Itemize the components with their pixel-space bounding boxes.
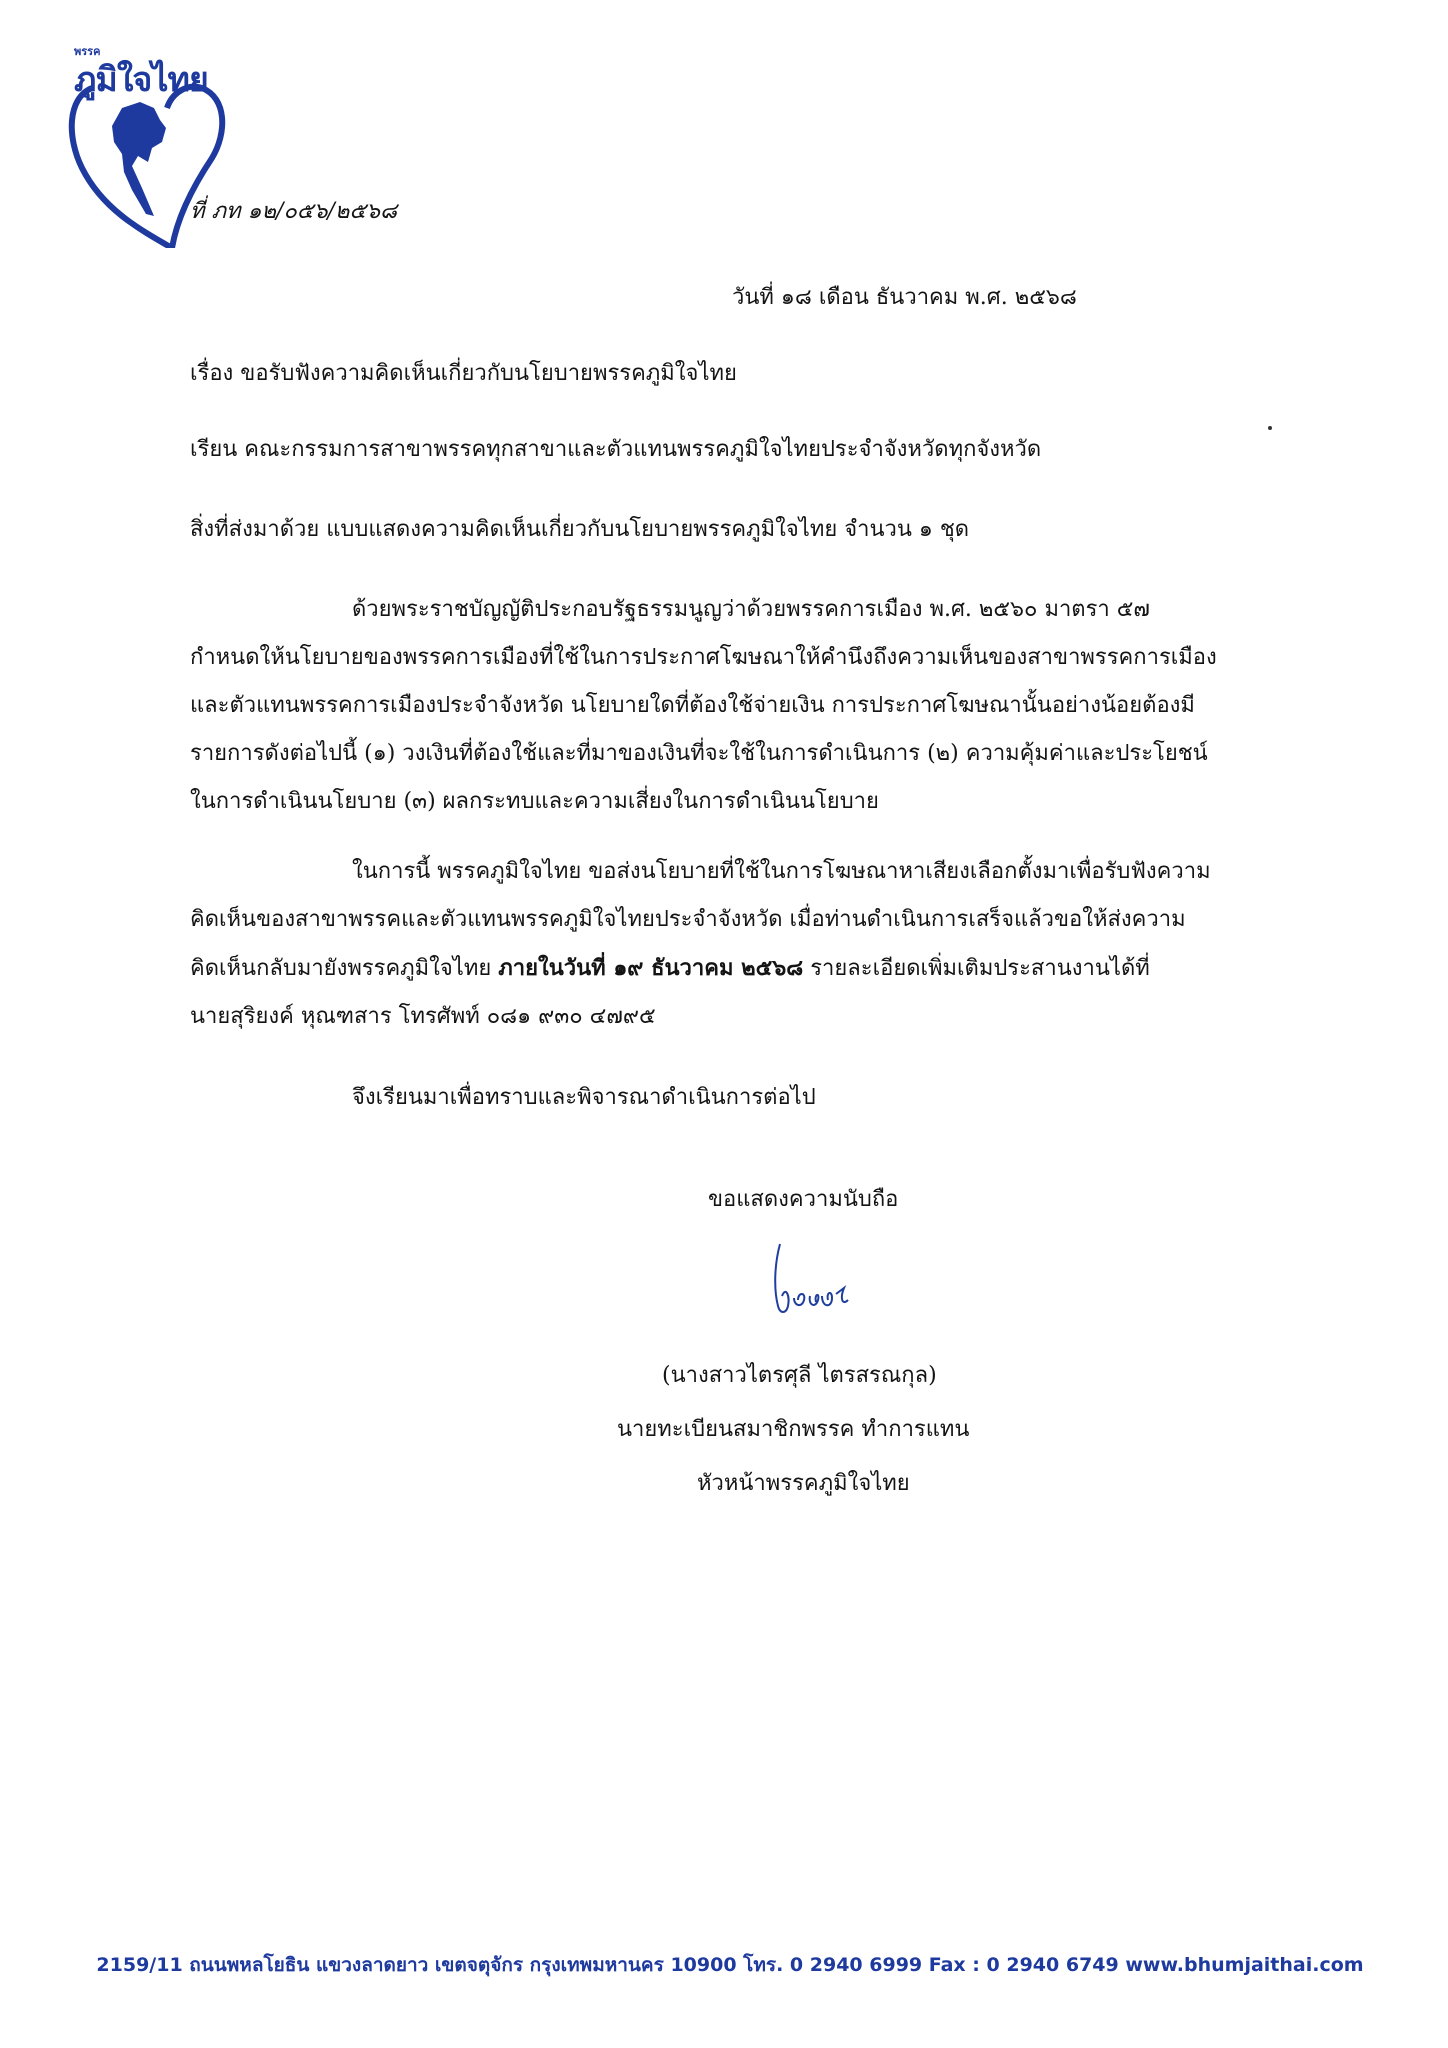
paragraph-line: และตัวแทนพรรคการเมืองประจำจังหวัด นโยบายใดที่ต้องใช้จ่ายเงิน การประกาศโฆษณานั้นอย่างน้อยต้องมี bbox=[190, 693, 1195, 718]
contact-line: นายสุริยงค์ หุณฑสาร โทรศัพท์ ๐๘๑ ๙๓๐ ๔๗๙๕ bbox=[190, 1004, 656, 1029]
signer-organization: หัวหน้าพรรคภูมิใจไทย bbox=[697, 1471, 910, 1496]
body-paragraph-2 bbox=[190, 848, 1262, 1041]
paragraph-line: ด้วยพระราชบัญญัติประกอบรัฐธรรมนูญว่าด้วยพรรคการเมือง พ.ศ. ๒๕๖๐ มาตรา ๕๗ bbox=[352, 597, 1150, 622]
document-number: ที่ ภท ๑๒/๐๕๖/๒๕๖๘ bbox=[190, 199, 397, 224]
date-line: วันที่ ๑๘ เดือน ธันวาคม พ.ศ. ๒๕๖๘ bbox=[732, 285, 1077, 310]
body-paragraph-1 bbox=[190, 586, 1262, 826]
paragraph-line: กำหนดให้นโยบายของพรรคการเมืองที่ใช้ในการประกาศโฆษณาให้คำนึงถึงความเห็นของสาขาพรรคการเมือง bbox=[190, 645, 1217, 670]
logo-party-name: ภูมิใจไทย bbox=[74, 60, 208, 100]
paragraph-line: ในการดำเนินนโยบาย (๓) ผลกระทบและความเสี่ยงในการดำเนินนโยบาย bbox=[190, 789, 879, 814]
footer-address: 2159/11 ถนนพหลโยธิน แขวงลาดยาว เขตจตุจักร กรุงเทพมหานคร 10900 โทร. 0 2940 6999 Fax : 0 2940 6749 www.bhumjaithai.com bbox=[96, 1954, 1364, 1976]
paragraph-line: คิดเห็นของสาขาพรรคและตัวแทนพรรคภูมิใจไทยประจำจังหวัด เมื่อท่านดำเนินการเสร็จแล้วขอให้ส่งความ bbox=[190, 907, 1186, 932]
deadline-prefix: คิดเห็นกลับมายังพรรคภูมิใจไทย bbox=[190, 956, 499, 981]
signer-position: นายทะเบียนสมาชิกพรรค ทำการแทน bbox=[617, 1417, 970, 1442]
enclosure-line: สิ่งที่ส่งมาด้วย แบบแสดงความคิดเห็นเกี่ยวกับนโยบายพรรคภูมิใจไทย จำนวน ๑ ชุด bbox=[190, 517, 970, 542]
handwritten-signature bbox=[760, 1236, 880, 1336]
closing-line: จึงเรียนมาเพื่อทราบและพิจารณาดำเนินการต่อไป bbox=[352, 1085, 816, 1110]
speck-mark bbox=[1268, 426, 1272, 430]
regards-line: ขอแสดงความนับถือ bbox=[708, 1187, 899, 1212]
paragraph-line: ในการนี้ พรรคภูมิใจไทย ขอส่งนโยบายที่ใช้ในการโฆษณาหาเสียงเลือกตั้งมาเพื่อรับฟังความ bbox=[352, 859, 1211, 884]
signer-name: (นางสาวไตรศุลี ไตรสรณกุล) bbox=[662, 1363, 937, 1388]
paragraph-line bbox=[190, 944, 1262, 993]
logo-party-label: พรรค bbox=[74, 45, 101, 58]
recipient-line: เรียน คณะกรรมการสาขาพรรคทุกสาขาและตัวแทนพรรคภูมิใจไทยประจำจังหวัดทุกจังหวัด bbox=[190, 437, 1042, 462]
deadline-suffix: รายละเอียดเพิ่มเติมประสานงานได้ที่ bbox=[803, 956, 1150, 981]
deadline-date: ภายในวันที่ ๑๙ ธันวาคม ๒๕๖๘ bbox=[498, 955, 804, 981]
subject-line: เรื่อง ขอรับฟังความคิดเห็นเกี่ยวกับนโยบายพรรคภูมิใจไทย bbox=[190, 361, 737, 386]
paragraph-line: รายการดังต่อไปนี้ (๑) วงเงินที่ต้องใช้และที่มาของเงินที่จะใช้ในการดำเนินการ (๒) ความคุ้มค่าและประโยชน์ bbox=[190, 741, 1208, 766]
